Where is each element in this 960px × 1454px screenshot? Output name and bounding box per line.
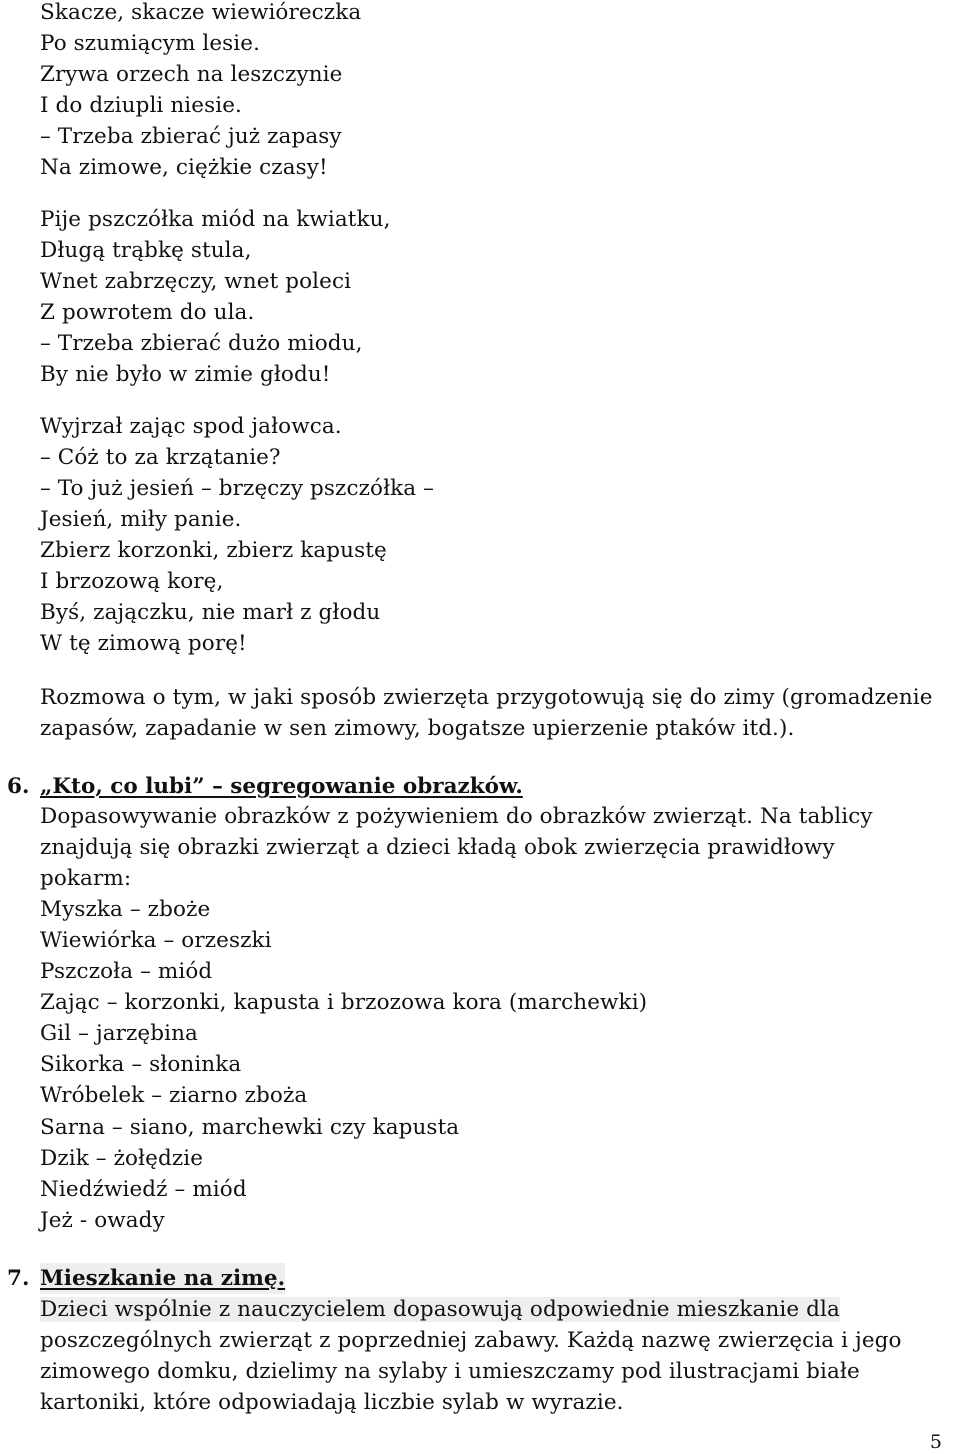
poem-line: – Trzeba zbierać dużo miodu,: [40, 331, 363, 356]
poem-line: – Trzeba zbierać już zapasy: [40, 124, 342, 149]
poem-line: Byś, zajączku, nie marł z głodu: [40, 600, 381, 625]
list-item: Sarna – siano, marchewki czy kapusta: [40, 1115, 460, 1140]
poem-line: Na zimowe, ciężkie czasy!: [40, 155, 328, 180]
discussion-line: zapasów, zapadanie w sen zimowy, bogatsze upierzenie ptaków itd.).: [40, 716, 795, 741]
list-item: Niedźwiedź – miód: [40, 1177, 247, 1202]
poem-line: Zbierz korzonki, zbierz kapustę: [40, 538, 387, 563]
section-body-line: zimowego domku, dzielimy na sylaby i umieszczamy pod ilustracjami białe: [40, 1359, 860, 1384]
list-item: Zając – korzonki, kapusta i brzozowa kora (marchewki): [40, 990, 648, 1015]
discussion-line: Rozmowa o tym, w jaki sposób zwierzęta przygotowują się do zimy (gromadzenie: [40, 685, 933, 710]
section-body-line: Dopasowywanie obrazków z pożywieniem do obrazków zwierząt. Na tablicy: [40, 804, 873, 829]
poem-line: Z powrotem do ula.: [40, 300, 255, 325]
list-item: Pszczoła – miód: [40, 959, 213, 984]
poem-line: I brzozową korę,: [40, 569, 224, 594]
section-heading: Mieszkanie na zimę.: [40, 1263, 285, 1294]
section-heading: „Kto, co lubi” – segregowanie obrazków.: [40, 774, 523, 799]
section-body-line: pokarm:: [40, 866, 132, 891]
poem-line: Po szumiącym lesie.: [40, 31, 261, 56]
poem-line: Pije pszczółka miód na kwiatku,: [40, 207, 391, 232]
poem-line: Wnet zabrzęczy, wnet poleci: [40, 269, 352, 294]
section-body-line: poszczególnych zwierząt z poprzedniej zabawy. Każdą nazwę zwierzęcia i jego: [40, 1328, 902, 1353]
list-item: Dzik – żołędzie: [40, 1146, 204, 1171]
list-item: Myszka – zboże: [40, 897, 211, 922]
section-number: 7.: [7, 1266, 30, 1291]
list-item: Gil – jarzębina: [40, 1021, 198, 1046]
poem-line: Długą trąbkę stula,: [40, 238, 252, 263]
poem-line: Wyjrzał zając spod jałowca.: [40, 414, 342, 439]
page-number: 5: [929, 1431, 942, 1453]
poem-line: – Cóż to za krzątanie?: [40, 445, 281, 470]
poem-line: W tę zimową porę!: [40, 631, 247, 656]
list-item: Wiewiórka – orzeszki: [40, 928, 272, 953]
poem-line: Skacze, skacze wiewióreczka: [40, 0, 362, 25]
poem-line: By nie było w zimie głodu!: [40, 362, 331, 387]
list-item: Jeż - owady: [40, 1208, 165, 1233]
poem-line: I do dziupli niesie.: [40, 93, 242, 118]
section-body-line: znajdują się obrazki zwierząt a dzieci kładą obok zwierzęcia prawidłowy: [40, 835, 835, 860]
section-body-line: kartoniki, które odpowiadają liczbie sylab w wyrazie.: [40, 1390, 624, 1415]
poem-line: Zrywa orzech na leszczynie: [40, 62, 343, 87]
poem-line: Jesień, miły panie.: [40, 507, 242, 532]
list-item: Sikorka – słoninka: [40, 1052, 242, 1077]
list-item: Wróbelek – ziarno zboża: [40, 1083, 308, 1108]
section-number: 6.: [7, 774, 30, 799]
section-body-line: Dzieci wspólnie z nauczycielem dopasowują odpowiednie mieszkanie dla: [40, 1297, 840, 1322]
poem-line: – To już jesień – brzęczy pszczółka –: [40, 476, 434, 501]
